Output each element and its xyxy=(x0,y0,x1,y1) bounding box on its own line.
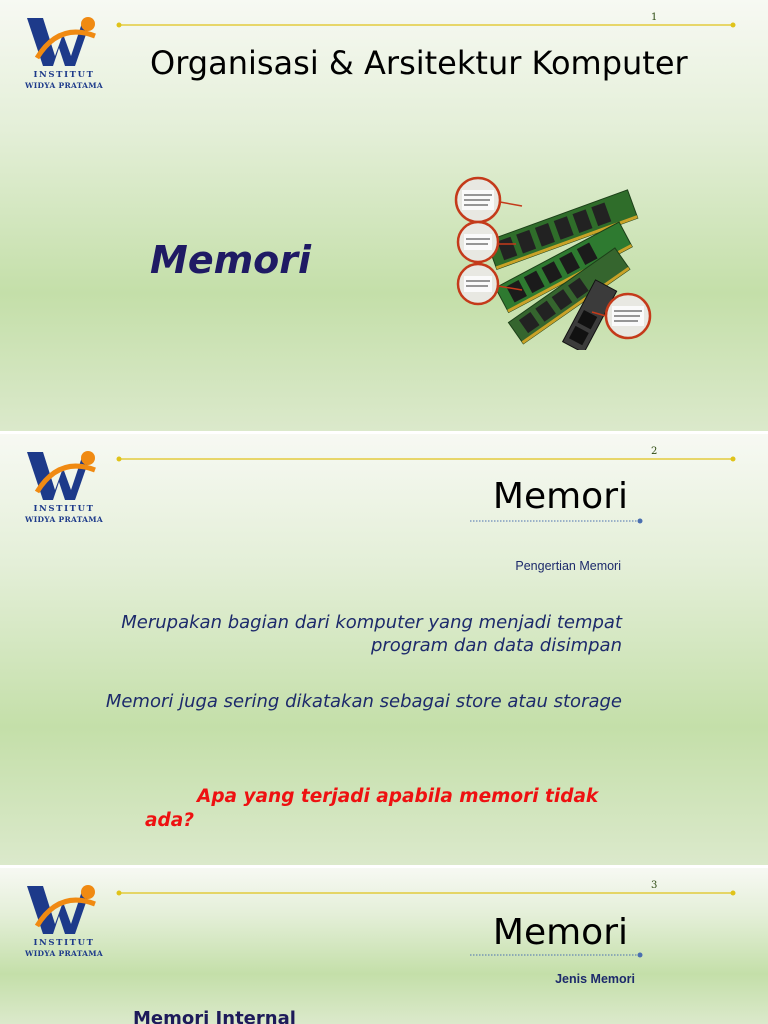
logo-line-1: INSTITUT xyxy=(33,504,95,514)
slide-title: Memori xyxy=(492,476,628,517)
page-number: 2 xyxy=(651,446,658,457)
logo-line-2: WIDYA PRATAMA xyxy=(24,81,104,90)
logo-line-2: WIDYA PRATAMA xyxy=(24,515,104,524)
paragraph-definition: Merupakan bagian dari komputer yang menjadi tempat program dan data disimpan xyxy=(121,612,622,656)
page-number: 1 xyxy=(651,12,658,23)
page-number: 3 xyxy=(651,880,658,891)
subheading: Jenis Memori xyxy=(555,972,635,986)
logo-line-2: WIDYA PRATAMA xyxy=(24,949,104,958)
slide-2 xyxy=(0,434,768,865)
logo-line-1: INSTITUT xyxy=(33,938,95,948)
title-underline xyxy=(468,952,648,958)
institute-logo xyxy=(22,448,106,528)
logo-line-1: INSTITUT xyxy=(33,70,95,80)
title-underline xyxy=(468,518,648,524)
slide-heading: Memori xyxy=(150,238,312,282)
paragraph-storage: Memori juga sering dikatakan sebagai store atau storage xyxy=(105,691,622,712)
ram-modules-image xyxy=(452,172,652,350)
institute-logo xyxy=(22,14,106,94)
logo-w-icon xyxy=(25,14,103,68)
institute-logo xyxy=(22,882,106,962)
logo-w-icon xyxy=(25,882,103,936)
course-title: Organisasi & Arsitektur Komputer xyxy=(150,44,688,82)
section-heading: Memori Internal xyxy=(133,1008,296,1024)
subheading: Pengertian Memori xyxy=(515,559,621,573)
header-divider xyxy=(116,22,736,28)
question-text: Apa yang terjadi apabila memori tidak ada? xyxy=(145,786,599,831)
logo-w-icon xyxy=(25,448,103,502)
slide-1 xyxy=(0,0,768,431)
slide-title: Memori xyxy=(492,912,628,953)
header-divider xyxy=(116,456,736,462)
slide-3 xyxy=(0,868,768,1024)
header-divider xyxy=(116,890,736,896)
